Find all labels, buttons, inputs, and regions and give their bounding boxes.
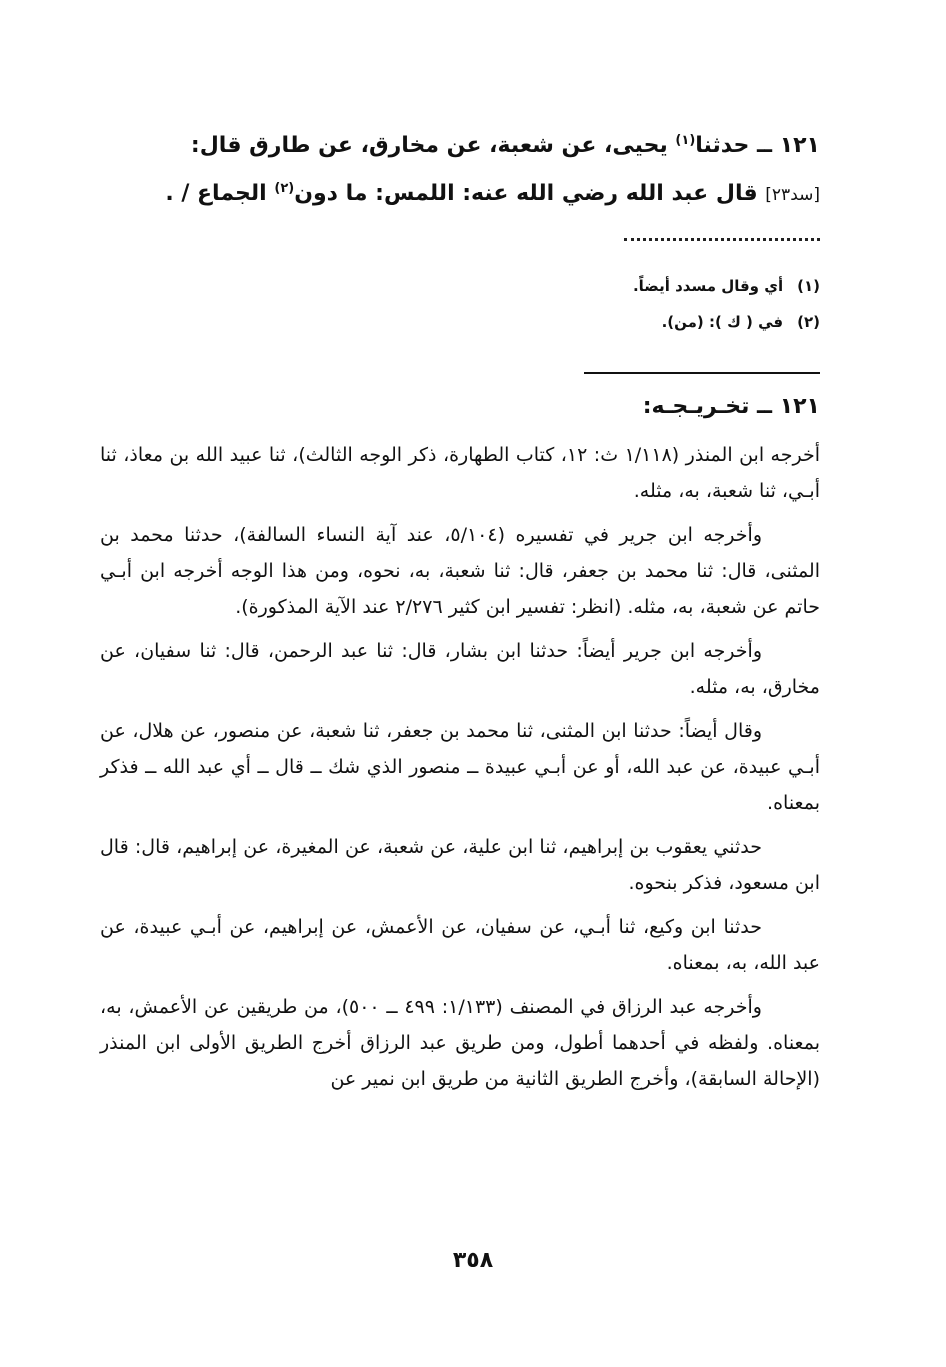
footnote-1 <box>400 268 820 304</box>
hadith-text <box>100 122 820 219</box>
footnote-number: (١) <box>797 277 820 295</box>
footnote-text: أي وقال مسدد أيضاً. <box>632 277 784 295</box>
footnote-number: (٢) <box>797 313 820 331</box>
footnote-2 <box>400 304 820 340</box>
hadith-line-1-end: يحيى، عن شعبة، عن مخارق، عن طارق قال: <box>190 133 676 158</box>
takhrij-heading: ١٢١ ــ تخـريـجـه: <box>642 394 820 419</box>
takhrij-paragraph: وأخرجه ابن جرير في تفسيره (٥/١٠٤، عند آية النساء السالفة)، حدثنا محمد بن المثنى، قال: ثنا محمد بن جعفر، قال: ثنا شعبة، به، نحوه، ومن هذا الوجه أخرجه ابن أبـي حاتم عن شعبة، به، مثله. (انظر: تفسير ابن كثير ٢/٢٧٦ عند الآية المذكورة). <box>100 524 820 618</box>
footnote-separator <box>624 238 820 241</box>
footnote-text: في ( ك ): (من). <box>661 313 784 331</box>
footnote-marker-2: (٢) <box>274 181 295 196</box>
hadith-line-1-start: ١٢١ ــ حدثنا <box>695 133 820 158</box>
hadith-line-1 <box>100 122 820 170</box>
hadith-line-2-start: قال عبد الله رضي الله عنه: اللمس: ما دون <box>294 181 766 206</box>
takhrij-body <box>100 437 820 1105</box>
footnotes <box>400 268 820 340</box>
margin-reference: [سد٢٣] <box>765 185 820 205</box>
footnote-marker-1: (١) <box>675 133 696 148</box>
section-divider <box>584 372 820 374</box>
takhrij-paragraph: وقال أيضاً: حدثنا ابن المثنى، ثنا محمد بن جعفر، ثنا شعبة، عن منصور، عن هلال، عن أبـي عبيدة، عن عبد الله، أو عن أبـي عبيدة ــ منصور الذي شك ــ قال ــ أي عبد الله ــ فذكر بمعناه. <box>100 720 820 814</box>
hadith-line-2 <box>100 170 820 219</box>
takhrij-paragraph: أخرجه ابن المنذر (١/١١٨ ث: ١٢، كتاب الطهارة، ذكر الوجه الثالث)، ثنا عبيد الله بن معاذ، ثنا أبـي، ثنا شعبة، به، مثله. <box>100 444 820 502</box>
page-number: ٣٥٨ <box>452 1248 494 1273</box>
takhrij-paragraph: وأخرجه عبد الرزاق في المصنف (١/١٣٣: ٤٩٩ ــ ٥٠٠)، من طريقين عن الأعمش، به، بمعناه. ولفظه في أحدهما أطول، ومن طريق عبد الرزاق أخرج الطريق الأولى ابن المنذر (الإحالة السابقة)، وأخرج الطريق الثانية من طريق ابن نمير عن <box>100 996 820 1090</box>
takhrij-paragraph: حدثنا ابن وكيع، ثنا أبـي، عن سفيان، عن الأعمش، عن إبراهيم، عن أبـي عبيدة، عن عبد الله، به، بمعناه. <box>100 916 820 974</box>
takhrij-paragraph: حدثني يعقوب بن إبراهيم، ثنا ابن علية، عن شعبة، عن المغيرة، عن إبراهيم، قال: قال ابن مسعود، فذكر بنحوه. <box>100 836 820 894</box>
hadith-line-2-end: الجماع / . <box>165 181 275 206</box>
takhrij-paragraph: وأخرجه ابن جرير أيضاً: حدثنا ابن بشار، قال: ثنا عبد الرحمن، قال: ثنا سفيان، عن مخارق، به، مثله. <box>100 640 820 698</box>
